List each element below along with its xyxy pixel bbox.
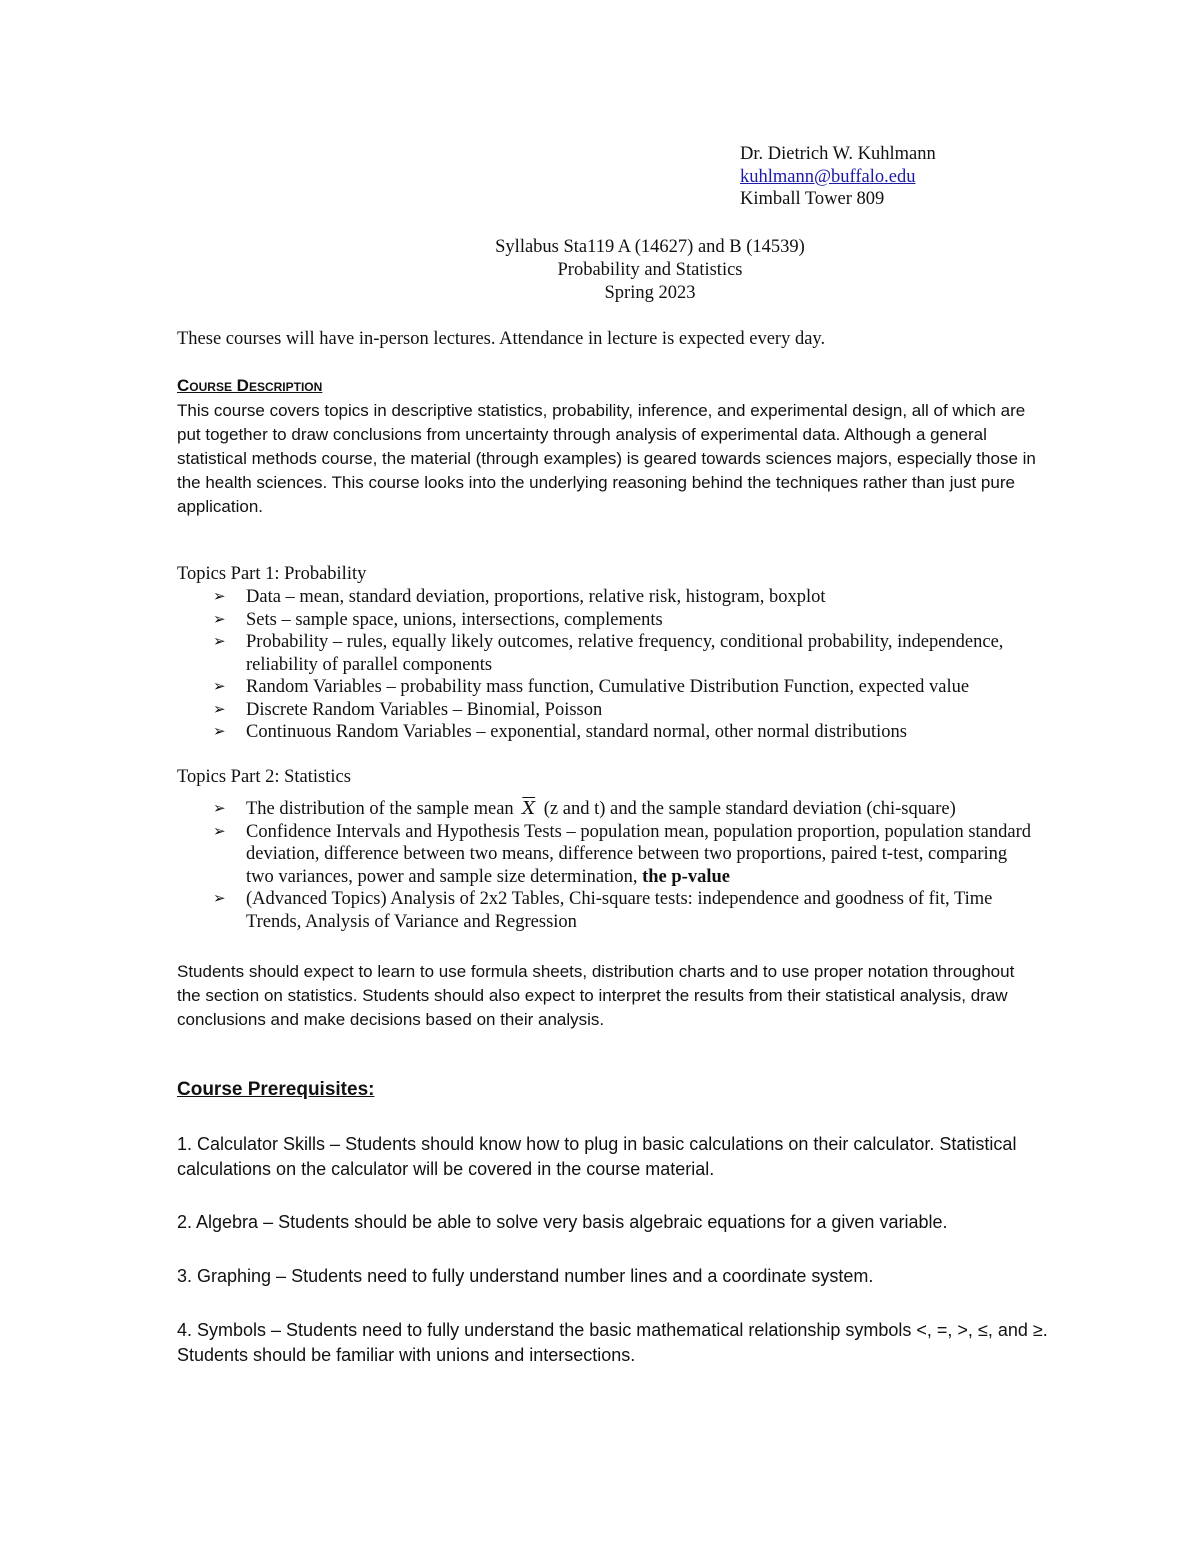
list-item: ➢ Continuous Random Variables – exponential, standard normal, other normal distributions xyxy=(213,722,907,742)
course-term: Spring 2023 xyxy=(604,283,696,303)
arrow-bullet-icon: ➢ xyxy=(213,724,226,740)
prerequisite-item: 3. Graphing – Students need to fully understand number lines and a coordinate system. xyxy=(177,1266,874,1286)
sample-mean-symbol: $\overline{X}$ xyxy=(522,798,536,819)
list-item: ➢ Probability – rules, equally likely outcomes, relative frequency, conditional probability, independence, reliability of parallel components xyxy=(213,632,1004,675)
prerequisite-item: 1. Calculator Skills – Students should know how to plug in basic calculations on their calculator. Statistical calculations on the calculator will be covered in the course material. xyxy=(177,1134,1017,1179)
arrow-bullet-icon: ➢ xyxy=(213,611,226,628)
course-description-heading: Course Description xyxy=(177,376,323,395)
arrow-bullet-icon: ➢ xyxy=(213,823,226,840)
arrow-bullet-icon: ➢ xyxy=(213,891,226,907)
list-item: ➢ Confidence Intervals and Hypothesis Tests – population mean, population proportion, population standard deviation, difference between two means, difference between two proportions, paired t-test, comparing two variances, power and sample size determination, the p-value xyxy=(213,821,1031,887)
p-value-emphasis: the p-value xyxy=(642,866,730,887)
topics-part1-list xyxy=(213,586,1033,744)
course-description-text: This course covers topics in descriptive statistics, probability, inference, and experimental design, all of which are put together to draw conclusions from uncertainty through analysis of experimental data. Although a general statistical methods course, the material (through examples) is geared towards sciences majors, especially those in the health sciences. This course looks into the underlying reasoning behind the techniques rather than just pure application. xyxy=(177,401,1036,516)
list-item: ➢ The distribution of the sample mean $\overline{X}$ (z and t) and the sample standard deviation (chi-square) xyxy=(213,798,956,819)
arrow-bullet-icon: ➢ xyxy=(213,801,226,817)
list-item: ➢ (Advanced Topics) Analysis of 2x2 Tables, Chi-square tests: independence and goodness of fit, Time Trends, Analysis of Variance and Regression xyxy=(213,889,993,932)
list-item: ➢ Sets – sample space, unions, intersections, complements xyxy=(213,609,663,630)
arrow-bullet-icon: ➢ xyxy=(213,701,226,718)
topics-part2-list xyxy=(213,798,1033,933)
course-name: Probability and Statistics xyxy=(557,260,743,280)
instructor-header xyxy=(740,143,936,211)
arrow-bullet-icon: ➢ xyxy=(213,634,226,650)
instructor-email-link[interactable]: kuhlmann@buffalo.edu xyxy=(740,166,916,187)
arrow-bullet-icon: ➢ xyxy=(213,679,226,695)
arrow-bullet-icon: ➢ xyxy=(213,589,226,605)
list-item: ➢ Data – mean, standard deviation, proportions, relative risk, histogram, boxplot xyxy=(213,587,826,607)
prerequisite-item: 4. Symbols – Students need to fully understand the basic mathematical relationship symbols <, =, >, ≤, and ≥. Students should be familiar with unions and intersections. xyxy=(177,1320,1048,1365)
list-item: ➢ Discrete Random Variables – Binomial, Poisson xyxy=(213,699,603,720)
instructor-office: Kimball Tower 809 xyxy=(740,189,885,209)
instructor-name: Dr. Dietrich W. Kuhlmann xyxy=(740,144,936,164)
prerequisites-heading: Course Prerequisites: xyxy=(177,1079,375,1100)
topics-part1-title: Topics Part 1: Probability xyxy=(177,564,367,584)
course-title-block xyxy=(0,236,1200,305)
list-item: ➢ Random Variables – probability mass function, Cumulative Distribution Function, expected value xyxy=(213,677,970,697)
student-expectations: Students should expect to learn to use formula sheets, distribution charts and to use proper notation throughout the section on statistics. Students should also expect to interpret the results from their statistical analysis, draw conclusions and make decisions based on their analysis. xyxy=(177,962,1015,1029)
attendance-note: These courses will have in-person lectures. Attendance in lecture is expected every day. xyxy=(177,329,826,349)
prerequisite-item: 2. Algebra – Students should be able to solve very basis algebraic equations for a given variable. xyxy=(177,1212,948,1232)
course-code: Syllabus Sta119 A (14627) and B (14539) xyxy=(495,237,805,257)
topics-part2-title: Topics Part 2: Statistics xyxy=(177,767,351,787)
